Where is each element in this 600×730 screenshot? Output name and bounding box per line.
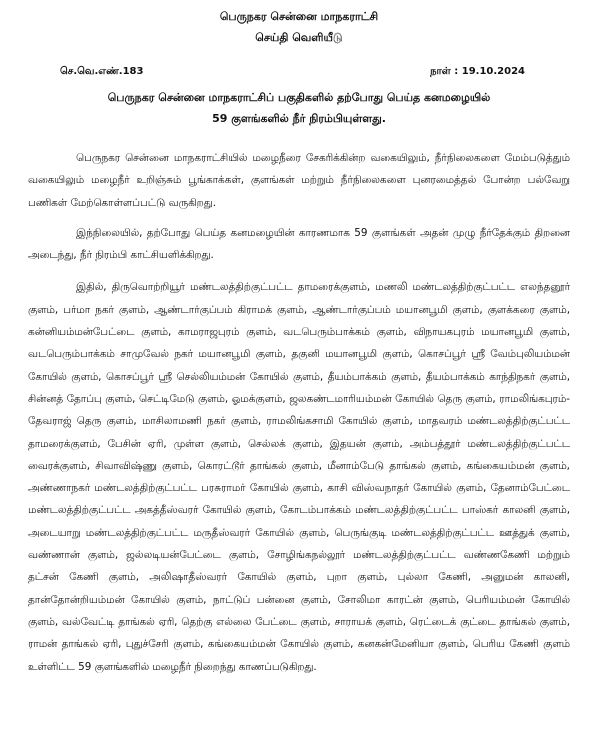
body-paragraph-1: பெருநகர சென்னை மாநகராட்சியில் மழைநீரை சேகரிக்கின்ற வகையிலும், நீர்நிலைகளை மேம்படுத்தும் வகையிலும் மழைநீர் உறிஞ்சும் பூங்காக்கள், குளங்கள் மற்றும் நீர்நிலைகளை புனரமைத்தல் போன்ற பல்வேறு பணிகள் மேற்கொள்ளப்பட்டு வருகிறது. — [28, 152, 570, 209]
press-release-label: செய்தி வெளியீடு — [255, 31, 343, 44]
release-date: நாள் : 19.10.2024 — [430, 66, 525, 77]
headline — [28, 87, 570, 129]
body-paragraph-2: இந்நிலையில், தற்போது பெய்த கனமழையின் காரணமாக 59 குளங்கள் அதன் முழு நீர்தேக்கும் திறனை அடைந்து, நீர் நிரம்பி காட்சியளிக்கிறது. — [28, 226, 570, 262]
release-number: செ.வெ.எண்.183 — [60, 66, 144, 77]
headline-line-1: பெருநகர சென்னை மாநகராட்சிப் பகுதிகளில் தற்போது பெய்த கனமழையில் — [107, 91, 491, 104]
body-paragraph-3: இதில், திருவொற்றியூர் மண்டலத்திற்குட்பட்ட தாமரைக்குளம், மணலி மண்டலத்திற்குட்பட்ட எலந்தனூர் குளம், பர்மா நகர் குளம், ஆண்டார்குப்பம் கிராமக் குளம், ஆண்டார்குப்பம் மயானபூமி குளம், குளக்கரை குளம், கன்னியம்மன்பேட்டை குளம், காமராஜபுரம் குளம், வடபெரும்பாக்கம் குளம், விநாயகபுரம் மயானபூமி குளம், வடபெரும்பாக்கம் சாமுவேல் நகர் மயானபூமி குளம், தகுனி மயானபூமி குளம், கொசப்பூர் ஸ்ரீ வேம்புலியம்மன் கோயில் குளம், கொசப்பூர் ஸ்ரீ செல்லியம்மன் கோயில் குளம், தீயம்பாக்கம் குளம், தீயம்பாக்கம் காந்திநகர் குளம், சின்னத் தோப்பு குளம், செட்டிமேடு குளம், ஓமக்குளம், ஜலகண்டமாரியம்மன் கோயில் தெரு குளம், ராமலிங்கபுரம்-தேவராஜ் தெரு குளம், மாசிலாமணி நகர் குளம், ராமலிங்கசாமி கோயில் குளம், மாதவரம் மண்டலத்திற்குட்பட்ட தாமரைக்குளம், பேசின் ஏரி, முள்ள குளம், செல்லக் குளம், இதயன் குளம், அம்பத்தூர் மண்டலத்திற்குட்பட்ட வைரக்குளம், சிவாவிஷ்ணு குளம், கொரட்டூர் தாங்கல் குளம், மீனாம்பேடு தாங்கல் குளம், கங்கையம்மன் குளம், அண்ணாநகர் மண்டலத்திற்குட்பட்ட பரசுராமர் கோயில் குளம், காசி விஸ்வநாதர் கோயில் குளம், தேனாம்பேட்டை மண்டலத்திற்குட்பட்ட அகத்தீஸ்வரர் கோயில் குளம், கோடம்பாக்கம் மண்டலத்திற்குட்பட்ட பாஸ்கர் காலனி குளம், அடையாறு மண்டலத்திற்குட்பட்ட மருதீஸ்வரர் கோயில் குளம், பெருங்குடி மண்டலத்திற்குட்பட்ட ஊத்துக் குளம், வண்ணான் குளம், ஜல்லடியன்பேட்டை குளம், சோழிங்கநல்லூர் மண்டலத்திற்குட்பட்ட வண்ணகேணி மற்றும் தட்சன் கேணி குளம், அலிஷாதீஸ்வரர் கோயில் குளம், புறா குளம், புல்லா கேணி, அனுமன் காலனி, தான்தோன்றியம்மன் கோயில் குளம், நாட்டுப் பன்னை குளம், சோலிமா காரட்ன் குளம், பெரியம்மன் கோயில் குளம், வல்வேட்டி தாங்கல் ஏரி, தெற்கு எல்லை பேட்டை குளம், சாராயக் குளம், ரெட்டைக் குட்டை தாங்கல் குளம், ராமன் தாங்கல் ஏரி, புதுச்சேரி குளம், கங்கையம்மன் கோயில் குளம், கனகன்மேனியா குளம், பெரிய கேணி குளம் உள்ளிட்ட 59 குளங்களில் மழைநீர் நிறைந்து காணப்படுகிறது. — [28, 281, 570, 673]
reference-line — [28, 66, 570, 78]
organization-name: பெருநகர சென்னை மாநகராட்சி — [219, 10, 379, 23]
headline-line-2: 59 குளங்களில் நீர் நிரம்பியுள்ளது. — [212, 112, 386, 125]
